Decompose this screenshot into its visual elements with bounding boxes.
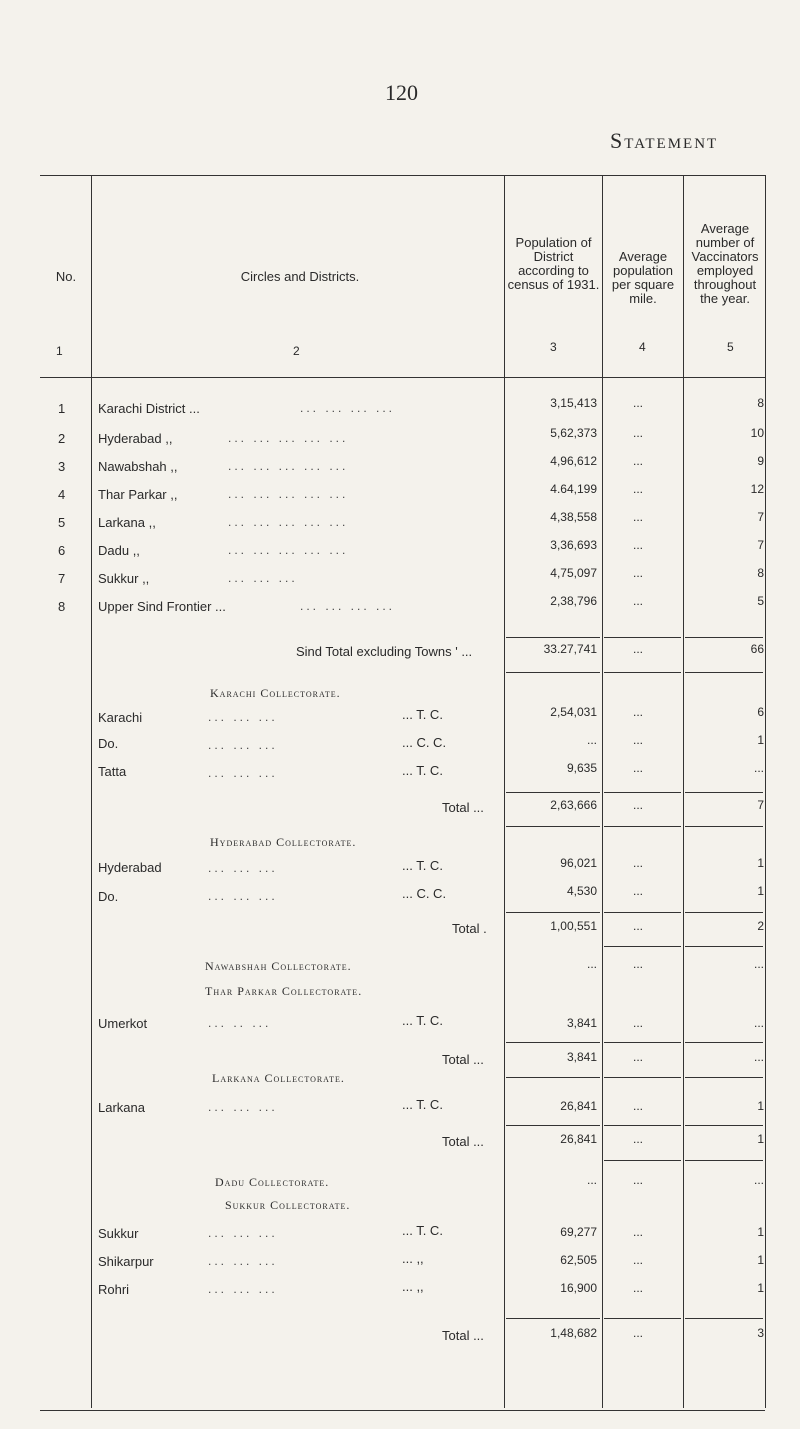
section-title: Hyderabad Collectorate. (210, 835, 357, 849)
row-pop: 62,505 (560, 1253, 597, 1267)
page-title: Statement (610, 128, 719, 153)
row-vacc: 1 (757, 1099, 764, 1113)
row-vacc: ... (753, 957, 764, 971)
row-pop: 4,38,558 (550, 510, 597, 524)
section-title: Sukkur Collectorate. (225, 1198, 351, 1212)
row-avg: ... (632, 957, 643, 971)
row-name: Dadu ,, (98, 543, 140, 558)
row-name: Larkana ,, (98, 515, 156, 530)
row-pop: 2,54,031 (550, 705, 597, 719)
row-pop: 96,021 (560, 856, 597, 870)
rule (506, 826, 600, 827)
row-avg: ... (632, 538, 643, 552)
col-number-2: 2 (293, 344, 300, 358)
row-name: Sukkur (98, 1226, 139, 1241)
rule (685, 672, 763, 673)
total-avg: ... (632, 919, 643, 933)
total-vacc: ... (753, 1050, 764, 1064)
row-avg: ... (632, 705, 643, 719)
leader-dots: ... ... ... (208, 1100, 278, 1114)
leader-dots: ... ... ... ... ... (228, 459, 349, 473)
row-pop: 3,15,413 (550, 396, 597, 410)
row-vacc: 8 (757, 566, 764, 580)
total-vacc: 2 (757, 919, 764, 933)
row-vacc: 1 (757, 733, 764, 747)
rule (506, 912, 600, 913)
row-avg: ... (632, 594, 643, 608)
row-no: 8 (58, 599, 66, 614)
leader-dots: ... ... ... ... ... (228, 487, 349, 501)
row-pop: 2,38,796 (550, 594, 597, 608)
total-vacc: 7 (757, 798, 764, 812)
total-vacc: 1 (757, 1132, 764, 1146)
rule (604, 1077, 681, 1078)
rule (685, 1077, 763, 1078)
leader-dots: ... ... ... (208, 1282, 278, 1296)
row-avg: ... (632, 1099, 643, 1113)
row-name: Nawabshah ,, (98, 459, 178, 474)
rule (685, 1318, 763, 1319)
row-avg: ... (632, 1225, 643, 1239)
row-type: ... T. C. (402, 707, 443, 722)
total-pop: 1,48,682 (550, 1326, 597, 1340)
sind-total-avg: ... (632, 642, 643, 656)
table-bottom-rule (40, 1410, 765, 1411)
sind-total-vacc: 66 (750, 642, 764, 656)
total-pop: 3,841 (566, 1050, 597, 1064)
rule (604, 672, 681, 673)
row-pop: ... (586, 733, 597, 747)
total-label: Total ... (442, 1052, 484, 1067)
row-name: Karachi District ... (98, 401, 200, 416)
row-pop: 4,530 (566, 884, 597, 898)
total-pop: 26,841 (560, 1132, 597, 1146)
col-divider-2 (504, 175, 505, 1408)
col-divider-3 (602, 175, 603, 1408)
rule (685, 912, 763, 913)
row-pop: 26,841 (560, 1099, 597, 1113)
row-no: 5 (58, 515, 66, 530)
leader-dots: ... ... ... ... ... (228, 431, 349, 445)
row-pop: 4.64,199 (550, 482, 597, 496)
rule (604, 1160, 681, 1161)
section-title: Dadu Collectorate. (215, 1175, 330, 1189)
row-avg: ... (632, 510, 643, 524)
rule (604, 1125, 681, 1126)
header-population: Population of District according to census of 1931. (507, 235, 600, 292)
section-title: Karachi Collectorate. (210, 686, 341, 700)
rule (604, 826, 681, 827)
row-pop: ... (586, 1173, 597, 1187)
total-pop: 1,00,551 (550, 919, 597, 933)
leader-dots: ... ... ... (208, 1226, 278, 1240)
rule (685, 637, 763, 638)
leader-dots: ... ... ... (208, 861, 278, 875)
header-vaccinators: Average number of Vaccinators employed throughout the year. (691, 221, 759, 306)
row-no: 3 (58, 459, 66, 474)
rule (506, 672, 600, 673)
col-number-1: 1 (56, 344, 63, 358)
row-avg: ... (632, 1016, 643, 1030)
row-avg: ... (632, 733, 643, 747)
row-vacc: ... (753, 1173, 764, 1187)
row-no: 2 (58, 431, 66, 446)
rule (506, 1042, 600, 1043)
rule (604, 912, 681, 913)
row-no: 7 (58, 571, 66, 586)
row-type: ... T. C. (402, 858, 443, 873)
rule (506, 637, 600, 638)
row-vacc: 9 (757, 454, 764, 468)
rule (604, 792, 681, 793)
row-name: Do. (98, 736, 119, 751)
section-title: Larkana Collectorate. (212, 1071, 345, 1085)
sind-total-pop: 33.27,741 (543, 642, 597, 656)
row-avg: ... (632, 884, 643, 898)
col-divider-right (765, 175, 766, 1408)
header-no: No. (55, 269, 77, 284)
total-label: Total ... (442, 1134, 484, 1149)
row-vacc: ... (753, 1016, 764, 1030)
col-number-3: 3 (550, 340, 557, 354)
rule (685, 1042, 763, 1043)
col-divider-4 (683, 175, 684, 1408)
row-avg: ... (632, 1253, 643, 1267)
leader-dots: ... ... ... (208, 889, 278, 903)
leader-dots: ... ... ... ... (300, 599, 396, 613)
rule (685, 946, 763, 947)
table-top-rule (40, 175, 765, 176)
rule (685, 792, 763, 793)
row-avg: ... (632, 396, 643, 410)
row-pop: 3,841 (566, 1016, 597, 1030)
row-name: Thar Parkar ,, (98, 487, 178, 502)
col-divider-1 (91, 175, 92, 1408)
total-label: Total ... (442, 800, 484, 815)
row-vacc: 5 (757, 594, 764, 608)
total-avg: ... (632, 798, 643, 812)
row-vacc: 1 (757, 884, 764, 898)
row-name: Hyderabad (98, 860, 162, 875)
rule (685, 826, 763, 827)
row-avg: ... (632, 566, 643, 580)
row-name: Do. (98, 889, 119, 904)
header-districts: Circles and Districts. (240, 269, 360, 284)
row-vacc: 10 (750, 426, 764, 440)
row-pop: 4,75,097 (550, 566, 597, 580)
row-name: Rohri (98, 1282, 130, 1297)
header-bottom-rule (40, 377, 765, 378)
row-no: 4 (58, 487, 66, 502)
row-name: Larkana (98, 1100, 145, 1115)
row-vacc: 1 (757, 1281, 764, 1295)
leader-dots: ... ... ... (208, 766, 278, 780)
row-avg: ... (632, 856, 643, 870)
page-number: 120 (385, 80, 418, 105)
row-type: ... ,, (402, 1251, 424, 1266)
row-vacc: 1 (757, 1253, 764, 1267)
header-avg-pop: Average population per square mile. (611, 249, 675, 306)
row-pop: 9,635 (566, 761, 597, 775)
row-avg: ... (632, 482, 643, 496)
row-pop: 4,96,612 (550, 454, 597, 468)
row-vacc: 7 (757, 538, 764, 552)
section-title: Thar Parkar Collectorate. (205, 984, 363, 998)
row-pop: 3,36,693 (550, 538, 597, 552)
total-avg: ... (632, 1132, 643, 1146)
row-avg: ... (632, 454, 643, 468)
rule (506, 792, 600, 793)
row-type: ... T. C. (402, 1223, 443, 1238)
section-title: Nawabshah Collectorate. (205, 959, 352, 973)
leader-dots: ... ... ... (228, 571, 298, 585)
total-pop: 2,63,666 (550, 798, 597, 812)
row-name: Shikarpur (98, 1254, 154, 1269)
row-type: ... T. C. (402, 763, 443, 778)
row-pop: 69,277 (560, 1225, 597, 1239)
col-number-5: 5 (727, 340, 734, 354)
row-type: ... C. C. (402, 735, 447, 750)
row-vacc: 7 (757, 510, 764, 524)
total-avg: ... (632, 1326, 643, 1340)
row-vacc: ... (753, 761, 764, 775)
row-name: Tatta (98, 764, 127, 779)
rule (604, 637, 681, 638)
rule (604, 1042, 681, 1043)
rule (506, 1125, 600, 1126)
rule (685, 1125, 763, 1126)
leader-dots: ... ... ... ... (300, 401, 396, 415)
rule (604, 946, 681, 947)
rule (506, 1077, 600, 1078)
row-name: Upper Sind Frontier ... (98, 599, 226, 614)
row-vacc: 12 (750, 482, 764, 496)
total-label: Total . (452, 921, 487, 936)
row-name: Karachi (98, 710, 143, 725)
sind-total-label: Sind Total excluding Towns ' ... (296, 644, 473, 659)
leader-dots: ... ... ... ... ... (228, 543, 349, 557)
row-no: 1 (58, 401, 66, 416)
row-avg: ... (632, 1173, 643, 1187)
row-pop: ... (586, 957, 597, 971)
leader-dots: ... .. ... (208, 1016, 272, 1030)
row-pop: 5,62,373 (550, 426, 597, 440)
row-type: ... C. C. (402, 886, 447, 901)
row-name: Hyderabad ,, (98, 431, 173, 446)
total-vacc: 3 (757, 1326, 764, 1340)
row-no: 6 (58, 543, 66, 558)
row-vacc: 8 (757, 396, 764, 410)
row-type: ... T. C. (402, 1013, 443, 1028)
row-name: Umerkot (98, 1016, 148, 1031)
rule (506, 1318, 600, 1319)
row-vacc: 6 (757, 705, 764, 719)
leader-dots: ... ... ... (208, 710, 278, 724)
leader-dots: ... ... ... (208, 1254, 278, 1268)
rule (604, 1318, 681, 1319)
row-type: ... T. C. (402, 1097, 443, 1112)
row-name: Sukkur ,, (98, 571, 150, 586)
row-avg: ... (632, 761, 643, 775)
total-avg: ... (632, 1050, 643, 1064)
row-vacc: 1 (757, 1225, 764, 1239)
leader-dots: ... ... ... (208, 738, 278, 752)
row-type: ... ,, (402, 1279, 424, 1294)
row-avg: ... (632, 426, 643, 440)
rule (685, 1160, 763, 1161)
total-label: Total ... (442, 1328, 484, 1343)
row-pop: 16,900 (560, 1281, 597, 1295)
leader-dots: ... ... ... ... ... (228, 515, 349, 529)
col-number-4: 4 (639, 340, 646, 354)
row-avg: ... (632, 1281, 643, 1295)
row-vacc: 1 (757, 856, 764, 870)
